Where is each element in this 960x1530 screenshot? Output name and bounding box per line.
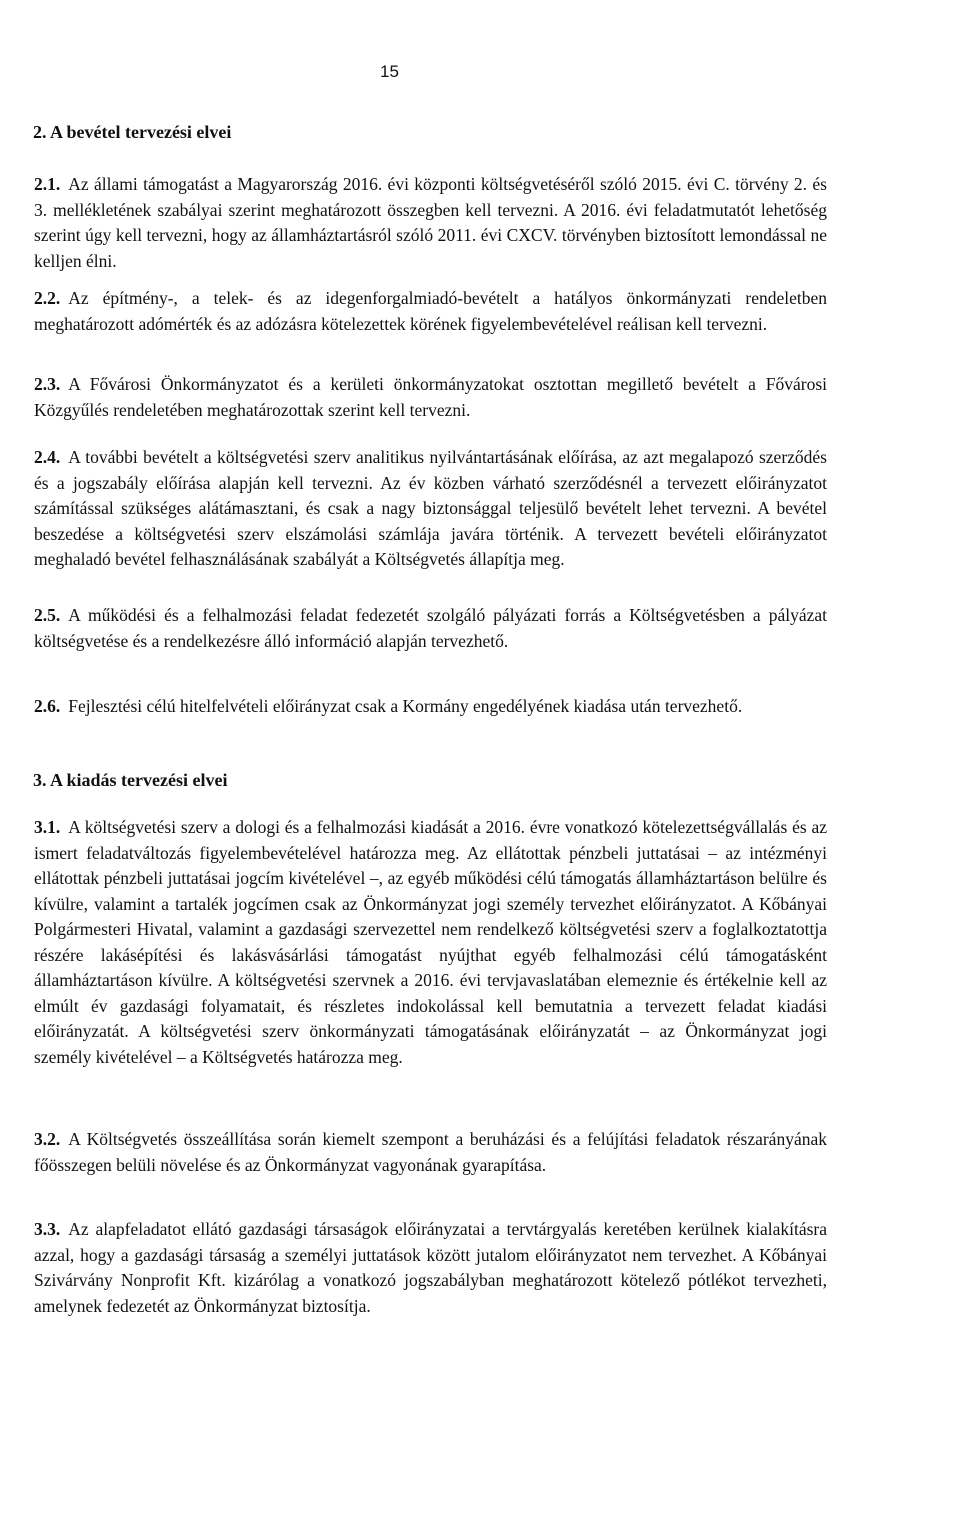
paragraph-text: Fejlesztési célú hitelfelvételi előirányzat csak a Kormány engedélyének kiadása után tervezhető. [68,696,743,716]
paragraph-number: 3.2. [34,1129,61,1149]
paragraph-number: 2.5. [34,605,61,625]
section-2-heading: 2. A bevétel tervezési elvei [33,122,232,142]
paragraph-text: A Költségvetés összeállítása során kiemelt szempont a beruházási és a felújítási feladatok részarányának főösszegen belüli növelése és az Önkormányzat vagyonának gyarapítása. [34,1129,827,1175]
paragraph-text: Az állami támogatást a Magyarország 2016. évi központi költségvetéséről szóló 2015. évi C. törvény 2. és 3. mellékletének szabályai szerint meghatározott összegben kell tervezni. A 2016. évi feladatmutatót lehetőség szerint úgy kell tervezni, hogy az államháztartásról szóló 2011. évi CXCV. törvényben biztosított lemondással ne kelljen élni. [34,174,827,271]
paragraph-2-1 [34,172,827,274]
paragraph-number: 2.3. [34,374,61,394]
paragraph-2-6 [34,694,827,720]
paragraph-2-5 [34,603,827,654]
paragraph-3-3 [34,1217,827,1319]
paragraph-number: 2.4. [34,447,61,467]
paragraph-number: 2.1. [34,174,61,194]
paragraph-text: Az alapfeladatot ellátó gazdasági társaságok előirányzatai a tervtárgyalás keretében kerülnek kialakításra azzal, hogy a gazdasági társaság a személyi juttatások között jutalom előirányzatot nem tervezhet. A Kőbányai Szivárvány Nonprofit Kft. kizárólag a vonatkozó jogszabályban meghatározott kötelező pótlékot tervezheti, amelynek fedezetét az Önkormányzat biztosítja. [34,1219,827,1316]
paragraph-number: 2.2. [34,288,61,308]
paragraph-2-3 [34,372,827,423]
paragraph-number: 3.3. [34,1219,61,1239]
paragraph-number: 3.1. [34,817,61,837]
paragraph-2-2 [34,286,827,337]
paragraph-text: A költségvetési szerv a dologi és a felhalmozási kiadását a 2016. évre vonatkozó kötelezettségvállalás és az ismert feladatváltozás figyelembevételével határozza meg. Az ellátottak pénzbeli juttatásai – az intézményi ellátottak pénzbeli juttatásai jogcím kivételével –, az egyéb működési célú támogatás államháztartáson belülre és kívülre, valamint a tartalék jogcímen csak az Önkormányzat jogi személy tervezhet előirányzatot. A Kőbányai Polgármesteri Hivatal, valamint a gazdasági szervezettel nem rendelkező költségvetési szerv a foglalkoztatottja részére lakásépítési és lakásvásárlási támogatást nyújthat egyéb felhalmozási célú támogatásként államháztartáson kívülre. A költségvetési szervnek a 2016. évi tervjavaslatában elemeznie és értékelnie kell az elmúlt év gazdasági folyamatait, és részletes indokolással kell bemutatnia a tervezett feladat kiadási előirányzatát. A költségvetési szerv önkormányzati támogatásának előirányzatát – az Önkormányzat jogi személy kivételével – a Költségvetés határozza meg. [34,817,827,1067]
paragraph-text: A Fővárosi Önkormányzatot és a kerületi önkormányzatokat osztottan megillető bevételt a Fővárosi Közgyűlés rendeletében meghatározottak szerint kell tervezni. [34,374,827,420]
paragraph-text: A működési és a felhalmozási feladat fedezetét szolgáló pályázati forrás a Költségvetésben a pályázat költségvetése és a rendelkezésre álló információ alapján tervezhető. [34,605,827,651]
page-number: 15 [380,62,399,81]
paragraph-text: A további bevételt a költségvetési szerv analitikus nyilvántartásának előírása, az azt megalapozó szerződés és a jogszabály előírása alapján kell tervezni. Az év közben várható szerződésnél a tervezett előirányzatot számítással szükséges alátámasztani, és csak a nagy biztonsággal teljesülő bevételt lehet tervezni. A bevétel beszedése a költségvetési szerv elszámolási számlája javára történik. A tervezett bevételi előirányzatot meghaladó bevétel felhasználásának szabályát a Költségvetés állapítja meg. [34,447,827,569]
paragraph-number: 2.6. [34,696,61,716]
paragraph-2-4 [34,445,827,573]
paragraph-text: Az építmény-, a telek- és az idegenforgalmiadó-bevételt a hatályos önkormányzati rendeletben meghatározott adómérték és az adózásra kötelezettek körének figyelembevételével reálisan kell tervezni. [34,288,827,334]
paragraph-3-2 [34,1127,827,1178]
section-3-heading: 3. A kiadás tervezési elvei [33,770,228,790]
paragraph-3-1 [34,815,827,1070]
